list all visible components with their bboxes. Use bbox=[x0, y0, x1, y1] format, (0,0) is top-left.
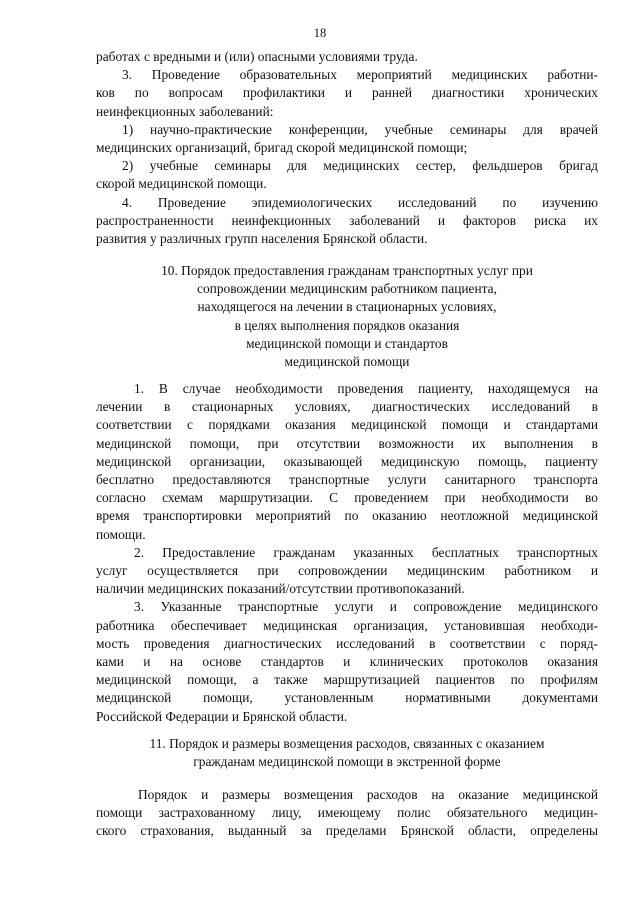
section-10-body bbox=[96, 380, 598, 726]
text-line: медицинской помощи, а также маршрутизацией пациентов по профилям bbox=[96, 672, 598, 688]
text-line: скорой медицинской помощи. bbox=[96, 176, 267, 192]
text-line: 2) учебные семинары для медицинских сестер, фельдшеров бригад bbox=[122, 158, 598, 174]
text-line: 3. Проведение образовательных мероприятий медицинских работни- bbox=[122, 67, 598, 83]
text-line: лечении в стационарных условиях, диагностических исследований в bbox=[96, 399, 598, 415]
text-line: услуг осуществляется при сопровождении медицинским работником и bbox=[96, 563, 598, 579]
text-line: медицинской помощи, установленным нормативными документами bbox=[96, 690, 598, 706]
text-line: Порядок и размеры возмещения расходов на оказание медицинской bbox=[138, 787, 598, 802]
section-11-body bbox=[96, 786, 598, 841]
text-line: работника обеспечивает медицинская организация, установившая необходи- bbox=[96, 617, 598, 633]
text-line: медицинской организации, оказывающей медицинскую помощь, пациенту bbox=[96, 453, 598, 469]
text-line: медицинских организаций, бригад скорой медицинской помощи; bbox=[96, 140, 468, 156]
page-number: 18 bbox=[313, 26, 327, 40]
section-9-continuation bbox=[96, 48, 598, 248]
text-line: 2. Предоставление гражданам указанных бесплатных транспортных bbox=[134, 544, 598, 560]
text-line: ского страхования, выданный за пределами Брянской области, определены bbox=[96, 823, 598, 839]
text-line: неинфекционных заболеваний: bbox=[96, 103, 274, 119]
text-line: 4. Проведение эпидемиологических исследований по изучению bbox=[122, 194, 598, 210]
text-line: Российской Федерации и Брянской области. bbox=[96, 708, 348, 724]
text-line: помощи. bbox=[96, 526, 146, 542]
text-line: ков по вопросам профилактики и ранней диагностики хронических bbox=[96, 85, 598, 101]
text-line: согласно схемам маршрутизации. С проведением при необходимости во bbox=[96, 490, 598, 506]
heading-line: медицинской помощи bbox=[284, 354, 410, 370]
text-line: распространенности неинфекционных заболеваний и факторов риска их bbox=[96, 212, 598, 228]
text-line: 3. Указанные транспортные услуги и сопровождение медицинского bbox=[134, 599, 598, 615]
heading-line: в целях выполнения порядков оказания bbox=[234, 317, 460, 333]
text-line: наличии медицинских показаний/отсутствии противопоказаний. bbox=[96, 581, 465, 597]
heading-line: 11. Порядок и размеры возмещения расходов, связанных с оказанием bbox=[149, 736, 545, 751]
text-line: работах с вредными и (или) опасными условиями труда. bbox=[96, 49, 418, 64]
text-line: 1) научно-практические конференции, учебные семинары для врачей bbox=[122, 121, 598, 137]
text-line: бесплатно предоставляются транспортные услуги санитарного транспорта bbox=[96, 472, 598, 488]
text-line: 1. В случае необходимости проведения пациенту, находящемуся на bbox=[134, 381, 598, 396]
text-line: медицинской помощи, при отсутствии возможности их выполнения в bbox=[96, 435, 598, 451]
text-line: мость проведения диагностических исследований в соответствии с поряд- bbox=[96, 635, 598, 651]
heading-line: находящегося на лечении в стационарных условиях, bbox=[197, 299, 497, 315]
heading-line: медицинской помощи и стандартов bbox=[246, 335, 448, 351]
text-line: развития у различных групп населения Брянской области. bbox=[96, 231, 428, 247]
heading-line: 10. Порядок предоставления гражданам транспортных услуг при bbox=[161, 263, 533, 278]
text-line: помощи застрахованному лицу, имеющему полис обязательного медицин- bbox=[96, 805, 598, 821]
section-11-heading bbox=[96, 735, 598, 771]
section-10-heading bbox=[96, 262, 598, 371]
text-line: время транспортировки мероприятий по оказанию неотложной медицинской bbox=[96, 508, 598, 524]
text-line: соответствии с порядками оказания медицинской помощи и стандартами bbox=[96, 417, 598, 433]
text-line: ками и на основе стандартов и клинических протоколов оказания bbox=[96, 654, 598, 670]
heading-line: гражданам медицинской помощи в экстренной форме bbox=[193, 754, 501, 770]
heading-line: сопровождении медицинским работником пациента, bbox=[197, 281, 497, 297]
